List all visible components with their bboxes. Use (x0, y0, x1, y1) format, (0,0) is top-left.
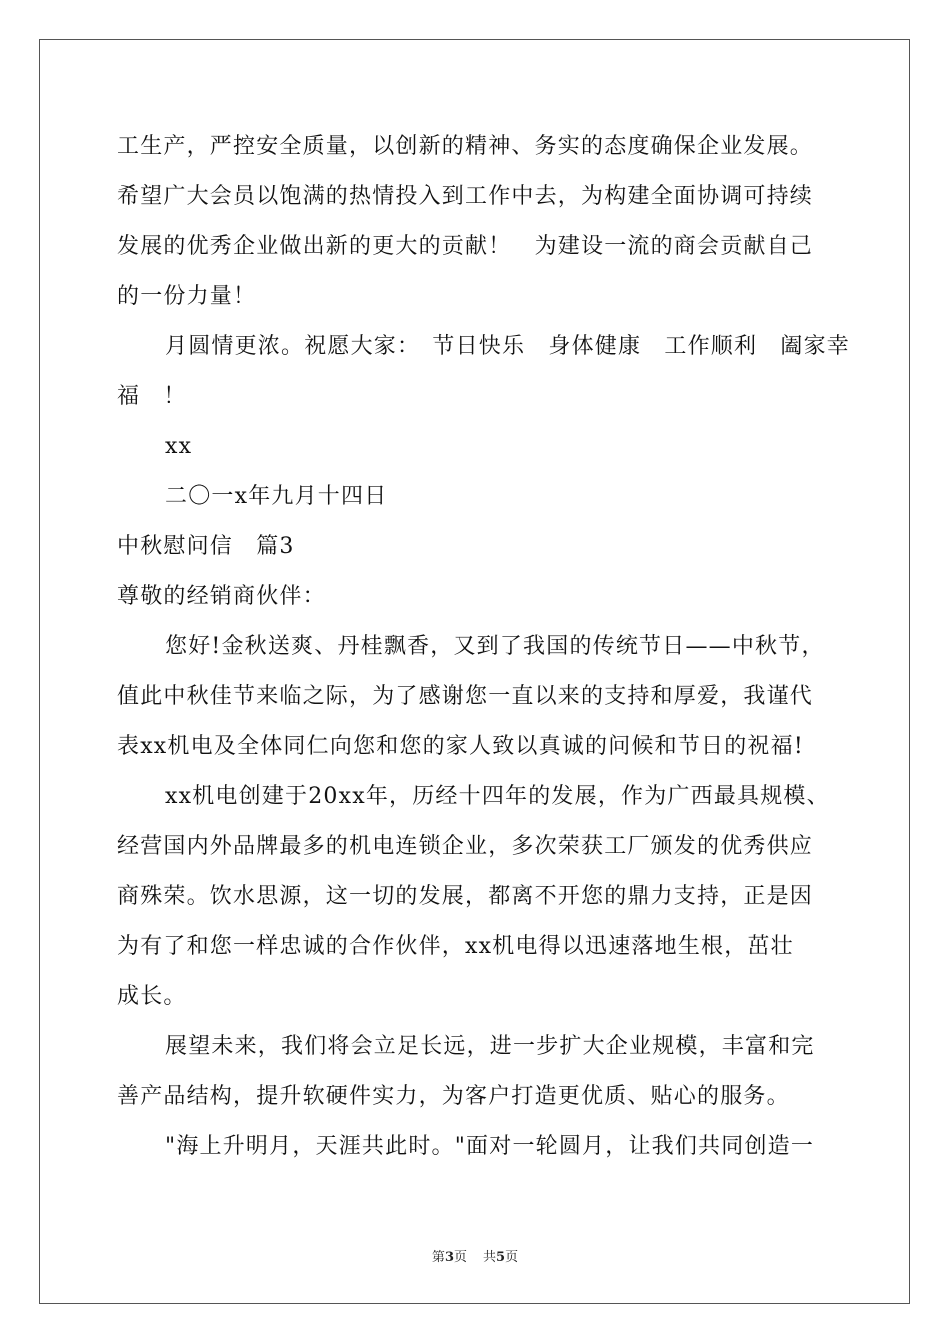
text-line: "海上升明月，天涯共此时。"面对一轮圆月，让我们共同创造一 (165, 1134, 815, 1159)
signature-name: xx (165, 434, 193, 459)
total-prefix: 共 (483, 1250, 497, 1265)
text-line: 善产品结构，提升软硬件实力，为客户打造更优质、贴心的服务。 (117, 1084, 790, 1109)
text-line: 您好!金秋送爽、丹桂飘香，又到了我国的传统节日——中秋节， (165, 634, 825, 659)
text-line: 值此中秋佳节来临之际，为了感谢您一直以来的支持和厚爱，我谨代 (117, 684, 814, 709)
text-line: 表xx机电及全体同仁向您和您的家人致以真诚的问候和节日的祝福! (117, 734, 804, 759)
text-line: xx机电创建于20xx年，历经十四年的发展，作为广西最具规模、 (165, 784, 830, 809)
text-line: 希望广大会员以饱满的热情投入到工作中去，为构建全面协调可持续 (117, 184, 814, 209)
text-line: 商殊荣。饮水思源，这一切的发展，都离不开您的鼎力支持，正是因 (117, 884, 814, 909)
text-line: 为有了和您一样忠诚的合作伙伴，xx机电得以迅速落地生根，茁壮 (117, 934, 794, 959)
current-page-number: 3 (444, 1250, 454, 1265)
text-line: 的一份力量！ (117, 284, 257, 309)
text-line: 月圆情更浓。祝愿大家： 节日快乐 身体健康 工作顺利 阖家幸 (165, 334, 851, 359)
total-suffix: 页 (505, 1250, 519, 1265)
page-prefix: 第 (431, 1250, 445, 1265)
section-heading: 中秋慰问信 篇3 (117, 534, 295, 559)
text-line: 工生产，严控安全质量，以创新的精神、务实的态度确保企业发展。 (117, 134, 814, 159)
salutation: 尊敬的经销商伙伴： (117, 584, 326, 609)
signature-date: 二〇一x年九月十四日 (165, 484, 388, 509)
text-line: 福 ！ (117, 384, 187, 409)
document-body (117, 122, 851, 1172)
text-line: 发展的优秀企业做出新的更大的贡献！ 为建设一流的商会贡献自己 (117, 234, 814, 259)
total-pages-number: 5 (496, 1250, 506, 1265)
page-footer (0, 1246, 950, 1265)
text-line: 成长。 (117, 984, 187, 1009)
page-suffix: 页 (453, 1250, 467, 1265)
text-line: 展望未来，我们将会立足长远，进一步扩大企业规模，丰富和完 (165, 1034, 815, 1059)
text-line: 经营国内外品牌最多的机电连锁企业，多次荣获工厂颁发的优秀供应 (117, 834, 814, 859)
